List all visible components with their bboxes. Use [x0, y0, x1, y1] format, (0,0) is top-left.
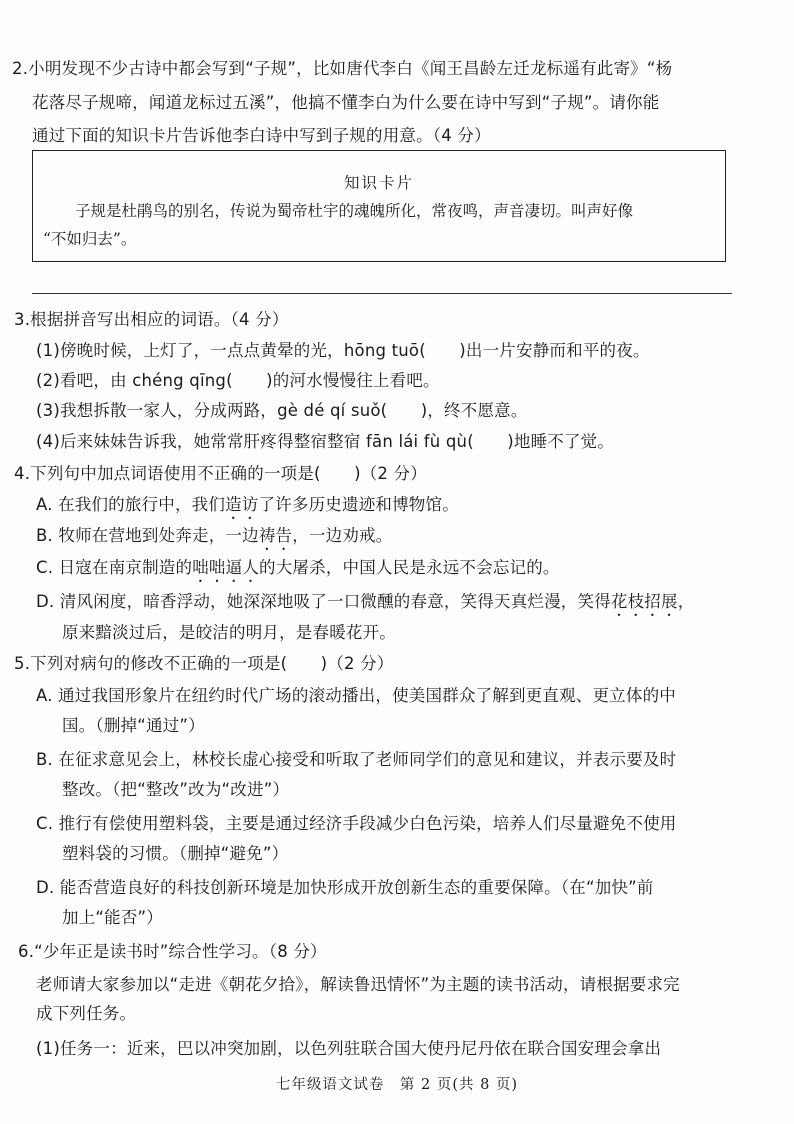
page-footer: 七年级语文试卷 第 2 页(共 8 页): [275, 1077, 519, 1093]
q4-option-d-pre: D. 清风闲度，暗香浮动，她深深地吸了一口微醺的春意，笑得天真烂漫，笑得: [36, 592, 611, 611]
q3-stem: 3.根据拼音写出相应的词语。（4 分）: [14, 310, 289, 329]
q4-option-a-dotted-word: 造访: [225, 495, 259, 514]
q4-option-b-pre: B. 牧师在营地到处奔走，一边: [36, 526, 259, 545]
q6-stem: 6.“少年正是读书时”综合性学习。（8 分）: [18, 942, 327, 961]
q4-option-b-post: ，一边劝戒。: [292, 526, 393, 545]
q6-intro-line-2: 成下列任务。: [36, 1004, 137, 1023]
q5-option-b-line-1: B. 在征求意见会上，林校长虚心接受和听取了老师同学们的意见和建议，并表示要及时: [36, 750, 677, 769]
q5-option-d-line-1: D. 能否营造良好的科技创新环境是加快形成开放创新生态的重要保障。（在“加快”前: [36, 878, 654, 897]
q4-option-c-dotted-word: 咄咄逼人: [192, 558, 260, 577]
q4-option-b: [36, 524, 392, 554]
q4-option-a-pre: A. 在我们的旅行中，我们: [36, 495, 226, 514]
q2-line-1: 2.小明发现不少古诗中都会写到“子规”，比如唐代李白《闻王昌龄左迁龙标遥有此寄》“杨: [12, 59, 673, 78]
q3-item-2: (2)看吧，由 chéng qīng( )的河水慢慢往上看吧。: [36, 371, 440, 390]
q4-option-d-post: ，: [677, 592, 695, 611]
q4-option-b-dotted-word: 祷告: [258, 526, 293, 545]
q4-option-c-post: 的大屠杀，中国人民是永远不会忘记的。: [259, 558, 560, 577]
q6-task-1: (1)任务一：近来，巴以冲突加剧，以色列驻联合国大使丹尼丹依在联合国安理会拿出: [36, 1039, 662, 1058]
q5-option-a-line-2: 国。（删掉“通过”）: [62, 716, 205, 735]
q5-option-a-line-1: A. 通过我国形象片在纽约时代广场的滚动播出，使美国群众了解到更直观、更立体的中: [36, 686, 676, 705]
q5-option-d-line-2: 加上“能否”）: [62, 908, 163, 927]
q3-item-4: (4)后来妹妹告诉我，她常常肝疼得整宿整宿 fān lái fù qù( )地睡不了觉。: [36, 432, 615, 451]
q4-option-d-line-1: [36, 590, 694, 620]
knowledge-card-line-2: “不如归去”。: [43, 230, 137, 248]
q5-option-c-line-1: C. 推行有偿使用塑料袋，主要是通过经济手段减少白色污染，培养人们尽量避免不使用: [36, 814, 677, 833]
q4-option-c-pre: C. 日寇在南京制造的: [36, 558, 193, 577]
q2-line-2: 花落尽子规啼，闻道龙标过五溪”，他搞不懂李白为什么要在诗中写到“子规”。请你能: [32, 93, 660, 112]
q4-option-d-dotted-word: 花枝招展: [610, 592, 678, 611]
q4-stem: 4.下列句中加点词语使用不正确的一项是( )（2 分）: [14, 464, 427, 483]
q6-intro-line-1: 老师请大家参加以“走进《朝花夕拾》，解读鲁迅情怀”为主题的读书活动，请根据要求完: [36, 975, 680, 994]
q3-item-1: (1)傍晚时候，上灯了，一点点黄晕的光，hōng tuō( )出一片安静而和平的夜。: [36, 341, 650, 360]
knowledge-card-line-1: 子规是杜鹃鸟的别名，传说为蜀帝杜宇的魂魄所化，常夜鸣，声音凄切。叫声好像: [75, 202, 634, 220]
q4-option-c: [36, 556, 560, 586]
q3-item-3: (3)我想拆散一家人，分成两路，gè dé qí suǒ( )，终不愿意。: [36, 401, 528, 420]
q5-option-b-line-2: 整改。（把“整改”改为“改进”）: [62, 780, 290, 799]
q4-option-d-line-2: 原来黯淡过后，是皎洁的明月，是春暖花开。: [62, 623, 396, 642]
q2-line-3: 通过下面的知识卡片告诉他李白诗中写到子规的用意。（4 分）: [32, 126, 491, 145]
q4-option-a: [36, 493, 459, 523]
q4-option-a-post: 了许多历史遗迹和博物馆。: [258, 495, 459, 514]
knowledge-card-title: 知识卡片: [343, 174, 414, 192]
q5-option-c-line-2: 塑料袋的习惯。（删掉“避免”）: [62, 844, 289, 863]
knowledge-card: [32, 150, 726, 262]
q5-stem: 5.下列对病句的修改不正确的一项是( )（2 分）: [14, 654, 394, 673]
answer-line[interactable]: [32, 293, 732, 294]
